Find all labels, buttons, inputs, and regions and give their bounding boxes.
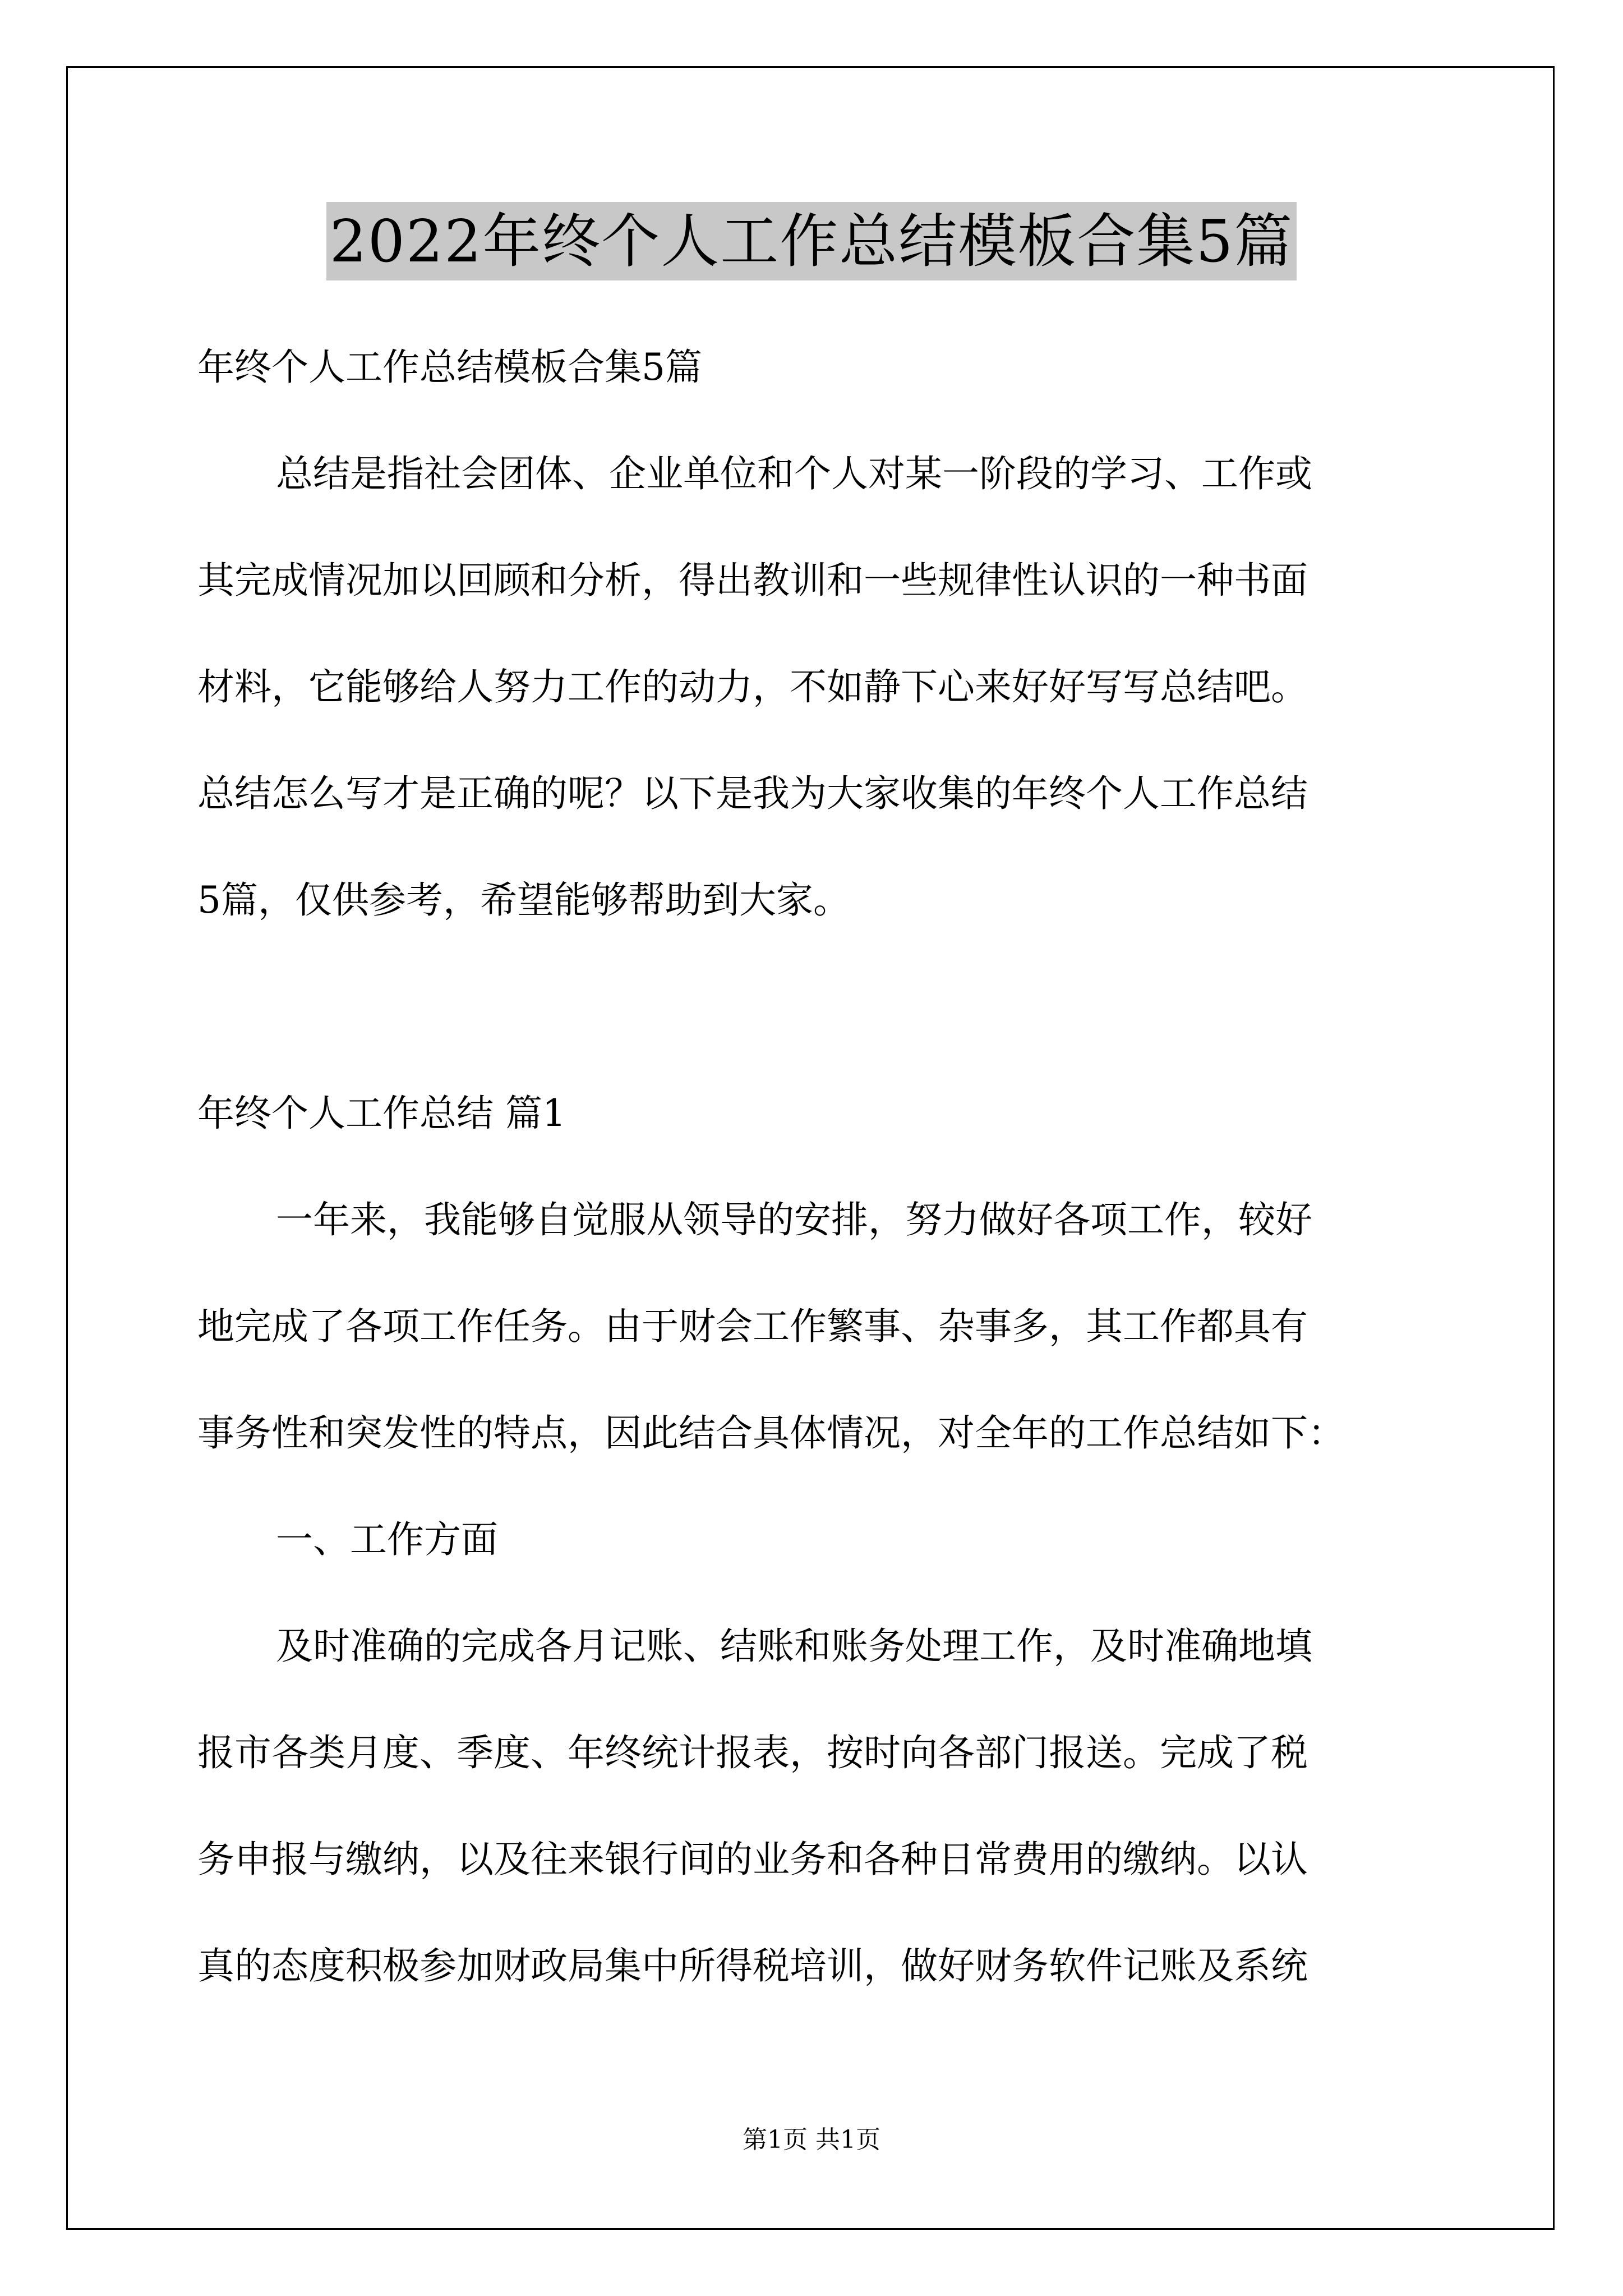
document-body [197,314,1427,2019]
document-title: 2022年终个人工作总结模板合集5篇 [326,202,1297,280]
paragraph-line: 材料，它能够给人努力工作的动力，不如静下心来好好写写总结吧。 [197,665,1308,708]
paragraph-line: 报市各类月度、季度、年终统计报表，按时向各部门报送。完成了税 [197,1731,1308,1774]
section-gap [197,954,1427,1060]
paragraph-line: 地完成了各项工作任务。由于财会工作繁事、杂事多，其工作都具有 [197,1305,1308,1348]
paragraph-line: 总结怎么写才是正确的呢？以下是我为大家收集的年终个人工作总结 [197,772,1308,815]
paragraph-line: 其完成情况加以回顾和分析，得出教训和一些规律性认识的一种书面 [197,559,1308,602]
paragraph-line: 总结是指社会团体、企业单位和个人对某一阶段的学习、工作或 [276,452,1312,495]
subtitle-line: 年终个人工作总结模板合集5篇 [197,346,702,389]
title-container [0,202,1623,280]
page-footer: 第1页 共1页 [743,2125,880,2154]
subsection-heading: 一、工作方面 [276,1518,498,1561]
section-heading: 年终个人工作总结 篇1 [197,1092,566,1135]
paragraph-line: 务申报与缴纳，以及往来银行间的业务和各种日常费用的缴纳。以认 [197,1838,1308,1881]
paragraph-line: 及时准确的完成各月记账、结账和账务处理工作，及时准确地填 [276,1625,1312,1668]
paragraph-line: 5篇，仅供参考，希望能够帮助到大家。 [197,878,850,922]
paragraph-line: 事务性和突发性的特点，因此结合具体情况，对全年的工作总结如下： [197,1411,1345,1455]
paragraph-line: 一年来，我能够自觉服从领导的安排，努力做好各项工作，较好 [276,1198,1312,1241]
paragraph-line: 真的态度积极参加财政局集中所得税培训，做好财务软件记账及系统 [197,1944,1308,1987]
